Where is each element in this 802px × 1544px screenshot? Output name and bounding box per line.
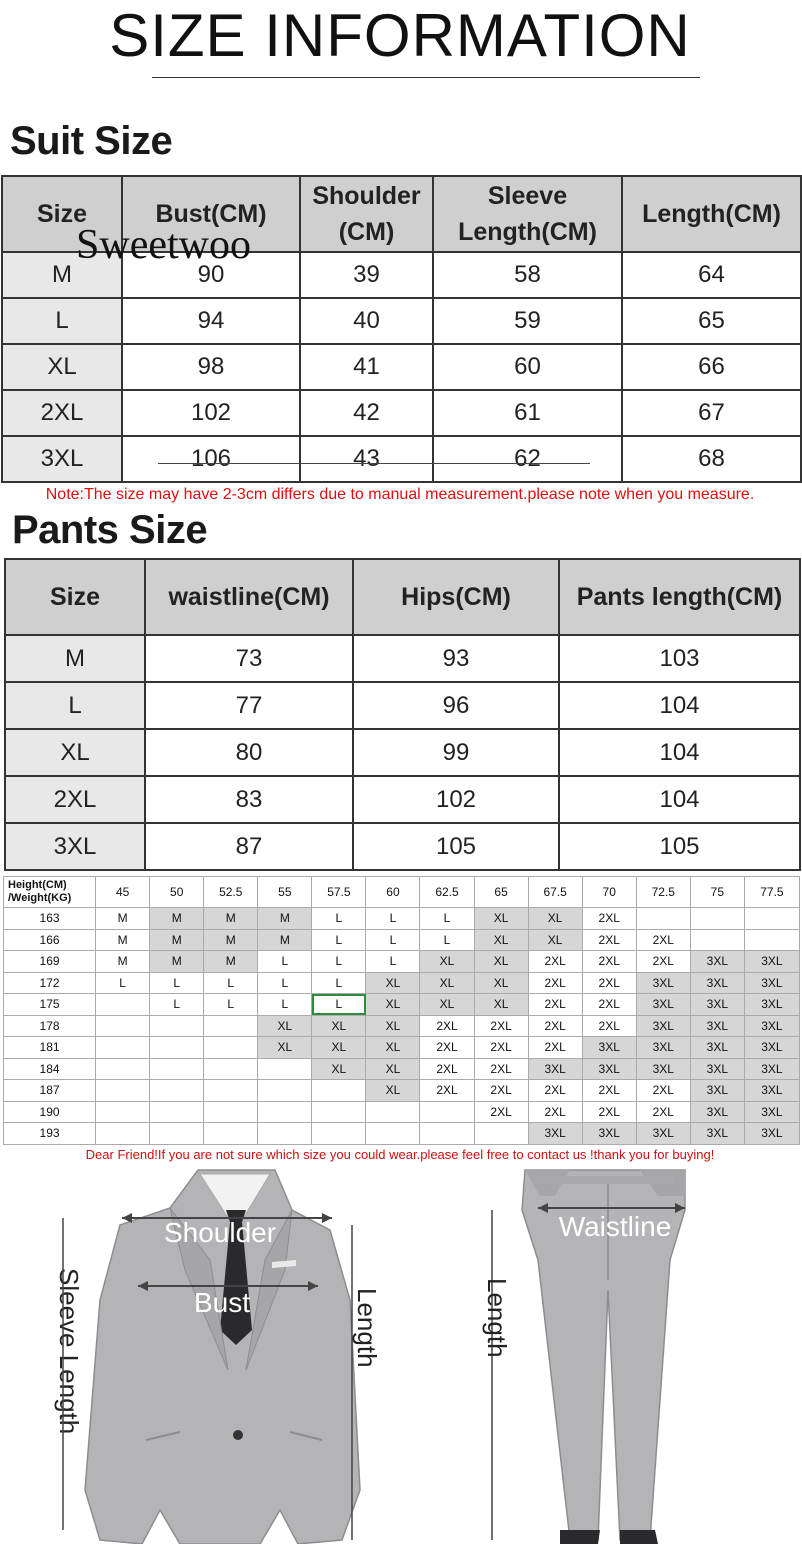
size-cell: XL: [366, 1058, 420, 1080]
size-cell: XL: [420, 951, 474, 973]
size-cell: M: [96, 951, 150, 973]
corner-height-label: Height(CM): [8, 879, 67, 891]
size-cell: 2XL: [636, 1080, 690, 1102]
measure-cell: 64: [622, 252, 801, 298]
size-cell: 3XL: [582, 1123, 636, 1145]
size-cell: [204, 1037, 258, 1059]
measure-cell: 104: [559, 682, 800, 729]
size-cell: L: [204, 994, 258, 1016]
header-cell: Hips(CM): [353, 559, 559, 635]
measure-cell: 67: [622, 390, 801, 436]
size-cell: XL: [528, 908, 582, 930]
size-cell: 2XL: [582, 1101, 636, 1123]
size-cell: [366, 1101, 420, 1123]
size-cell: 3XL: [636, 1058, 690, 1080]
header-cell: Sleeve Length(CM): [433, 176, 622, 252]
measure-cell: 102: [122, 390, 300, 436]
suit-size-heading: Suit Size: [10, 119, 173, 163]
size-cell: 3XL: [744, 1037, 799, 1059]
size-cell: 2XL: [474, 1037, 528, 1059]
size-cell: 2XL: [582, 972, 636, 994]
size-cell: 2XL: [420, 1058, 474, 1080]
measure-cell: 62: [433, 436, 622, 482]
height-cell: 181: [4, 1037, 96, 1059]
size-cell: [258, 1080, 312, 1102]
size-cell: M: [2, 252, 122, 298]
pants-size-heading: Pants Size: [12, 508, 208, 552]
weight-header-row: [4, 877, 800, 908]
measure-cell: 68: [622, 436, 801, 482]
measure-cell: 98: [122, 344, 300, 390]
size-cell: M: [204, 951, 258, 973]
size-cell: XL: [420, 994, 474, 1016]
table-row: [4, 972, 800, 994]
size-cell: 2XL: [528, 972, 582, 994]
size-cell: [150, 1101, 204, 1123]
size-cell: [312, 1080, 366, 1102]
size-cell: L: [366, 929, 420, 951]
measure-cell: 43: [300, 436, 433, 482]
size-cell: [150, 1058, 204, 1080]
measure-cell: 93: [353, 635, 559, 682]
size-cell: [150, 1015, 204, 1037]
size-cell: 3XL: [582, 1058, 636, 1080]
size-cell: [96, 1037, 150, 1059]
measure-cell: 105: [559, 823, 800, 870]
size-cell: 3XL: [528, 1058, 582, 1080]
measure-cell: 73: [145, 635, 353, 682]
size-cell: L: [96, 972, 150, 994]
table-row: [5, 635, 800, 682]
measure-cell: 90: [122, 252, 300, 298]
size-cell: L: [312, 972, 366, 994]
size-cell: M: [5, 635, 145, 682]
size-cell: [204, 1058, 258, 1080]
weight-header-cell: 75: [690, 877, 744, 908]
size-cell: [744, 929, 799, 951]
table-row: [2, 344, 801, 390]
strike-line: [158, 463, 590, 464]
size-cell: [744, 908, 799, 930]
size-cell: [96, 1123, 150, 1145]
size-cell: M: [258, 929, 312, 951]
measure-cell: 83: [145, 776, 353, 823]
size-cell: 3XL: [744, 1101, 799, 1123]
size-cell: 2XL: [582, 994, 636, 1016]
size-cell: XL: [312, 1058, 366, 1080]
size-cell: [366, 1123, 420, 1145]
size-cell: 3XL: [690, 951, 744, 973]
size-cell: 2XL: [582, 929, 636, 951]
size-cell: [96, 994, 150, 1016]
pants-size-table: [4, 558, 801, 871]
measure-cell: 39: [300, 252, 433, 298]
table-header-row: [5, 559, 800, 635]
weight-header-cell: 65: [474, 877, 528, 908]
weight-header-cell: 67.5: [528, 877, 582, 908]
size-cell: XL: [366, 1080, 420, 1102]
size-cell: [204, 1015, 258, 1037]
size-cell: 3XL: [690, 1101, 744, 1123]
table-row: [2, 298, 801, 344]
table-row: [4, 1015, 800, 1037]
size-cell: XL: [366, 1037, 420, 1059]
size-cell: [150, 1037, 204, 1059]
measure-cell: 102: [353, 776, 559, 823]
size-cell: 2XL: [474, 1101, 528, 1123]
size-cell: XL: [474, 951, 528, 973]
size-cell: [96, 1058, 150, 1080]
size-cell: M: [96, 908, 150, 930]
header-cell: Shoulder (CM): [300, 176, 433, 252]
table-row: [2, 390, 801, 436]
size-cell: 3XL: [690, 972, 744, 994]
shoulder-label: Shoulder: [163, 1217, 277, 1248]
size-cell: XL: [312, 1015, 366, 1037]
size-cell: 2XL: [636, 1101, 690, 1123]
weight-header-cell: 45: [96, 877, 150, 908]
size-cell: [204, 1101, 258, 1123]
size-cell: [420, 1123, 474, 1145]
size-cell: 2XL: [582, 1080, 636, 1102]
size-cell: L: [312, 994, 366, 1016]
table-row: [5, 729, 800, 776]
pants-length-label: Length: [482, 1278, 512, 1358]
weight-header-cell: 70: [582, 877, 636, 908]
size-cell: L: [420, 908, 474, 930]
size-cell: 2XL: [582, 1015, 636, 1037]
size-cell: 3XL: [636, 1015, 690, 1037]
size-cell: XL: [312, 1037, 366, 1059]
size-cell: 3XL: [744, 1123, 799, 1145]
size-cell: [258, 1058, 312, 1080]
height-cell: 166: [4, 929, 96, 951]
table-row: [5, 682, 800, 729]
size-cell: [96, 1080, 150, 1102]
page-title: SIZE INFORMATION: [109, 2, 691, 69]
measure-cell: 58: [433, 252, 622, 298]
size-cell: 3XL: [744, 951, 799, 973]
measure-cell: 96: [353, 682, 559, 729]
size-cell: 3XL: [690, 1058, 744, 1080]
bust-label: Bust: [193, 1287, 251, 1318]
table-row: [4, 1037, 800, 1059]
size-cell: L: [312, 951, 366, 973]
table-row: [4, 1058, 800, 1080]
size-cell: 3XL: [5, 823, 145, 870]
height-cell: 175: [4, 994, 96, 1016]
size-cell: XL: [474, 908, 528, 930]
table-row: [4, 1080, 800, 1102]
size-cell: M: [258, 908, 312, 930]
size-cell: [312, 1101, 366, 1123]
size-cell: [312, 1123, 366, 1145]
table-row: [4, 908, 800, 930]
size-cell: 2XL: [582, 951, 636, 973]
size-cell: L: [5, 682, 145, 729]
contact-note: Dear Friend!If you are not sure which size you could wear.please feel free to contact us !thank you for buying!: [85, 1147, 715, 1162]
height-cell: 169: [4, 951, 96, 973]
size-cell: 3XL: [636, 1037, 690, 1059]
height-cell: 184: [4, 1058, 96, 1080]
size-cell: [258, 1123, 312, 1145]
size-cell: 3XL: [690, 1080, 744, 1102]
measure-cell: 106: [122, 436, 300, 482]
size-cell: 2XL: [528, 1037, 582, 1059]
corner-label: [4, 877, 96, 908]
size-cell: L: [150, 994, 204, 1016]
size-cell: [636, 908, 690, 930]
size-cell: XL: [258, 1015, 312, 1037]
measure-cell: 42: [300, 390, 433, 436]
size-cell: XL: [2, 344, 122, 390]
measure-cell: 99: [353, 729, 559, 776]
size-cell: L: [204, 972, 258, 994]
size-cell: 2XL: [528, 1080, 582, 1102]
table-row: [4, 1123, 800, 1145]
size-cell: XL: [420, 972, 474, 994]
size-cell: L: [258, 951, 312, 973]
size-cell: [474, 1123, 528, 1145]
size-cell: 2XL: [528, 1015, 582, 1037]
size-cell: 2XL: [420, 1080, 474, 1102]
size-cell: XL: [258, 1037, 312, 1059]
size-cell: L: [258, 994, 312, 1016]
table-row: [4, 951, 800, 973]
size-cell: 3XL: [744, 1080, 799, 1102]
size-cell: 2XL: [528, 994, 582, 1016]
size-cell: [258, 1101, 312, 1123]
size-cell: 3XL: [528, 1123, 582, 1145]
size-cell: 2XL: [474, 1058, 528, 1080]
measure-cell: 59: [433, 298, 622, 344]
size-cell: [204, 1123, 258, 1145]
size-cell: [420, 1101, 474, 1123]
size-cell: 3XL: [744, 1058, 799, 1080]
height-cell: 163: [4, 908, 96, 930]
size-cell: L: [2, 298, 122, 344]
size-cell: 3XL: [690, 1123, 744, 1145]
size-cell: 3XL: [744, 994, 799, 1016]
measure-cell: 94: [122, 298, 300, 344]
measure-cell: 65: [622, 298, 801, 344]
size-cell: 3XL: [690, 994, 744, 1016]
size-cell: XL: [474, 929, 528, 951]
table-row: [4, 929, 800, 951]
size-cell: [150, 1123, 204, 1145]
measure-cell: 66: [622, 344, 801, 390]
size-cell: L: [258, 972, 312, 994]
size-cell: XL: [366, 994, 420, 1016]
header-cell: waistline(CM): [145, 559, 353, 635]
size-cell: [150, 1080, 204, 1102]
sleeve-length-label: Sleeve Length: [54, 1268, 84, 1435]
size-cell: XL: [474, 994, 528, 1016]
size-cell: 3XL: [690, 1015, 744, 1037]
size-cell: 2XL: [474, 1080, 528, 1102]
size-cell: M: [150, 929, 204, 951]
size-cell: M: [96, 929, 150, 951]
size-cell: L: [420, 929, 474, 951]
height-cell: 193: [4, 1123, 96, 1145]
size-cell: 3XL: [2, 436, 122, 482]
size-cell: 3XL: [690, 1037, 744, 1059]
title-underline: [152, 77, 700, 78]
measure-cell: 103: [559, 635, 800, 682]
pants-diagram: [480, 1170, 800, 1544]
size-cell: XL: [474, 972, 528, 994]
corner-weight-label: /Weight(KG): [8, 892, 72, 904]
weight-header-cell: 62.5: [420, 877, 474, 908]
size-cell: 2XL: [636, 951, 690, 973]
jacket-diagram: [54, 1170, 440, 1544]
size-cell: 3XL: [582, 1037, 636, 1059]
weight-header-cell: 52.5: [204, 877, 258, 908]
header-cell: Bust(CM): [122, 176, 300, 252]
weight-header-cell: 77.5: [744, 877, 799, 908]
size-cell: M: [150, 951, 204, 973]
measure-cell: 104: [559, 729, 800, 776]
weight-header-cell: 60: [366, 877, 420, 908]
size-cell: [690, 929, 744, 951]
size-cell: 3XL: [636, 972, 690, 994]
table-row: [4, 994, 800, 1016]
size-cell: XL: [366, 972, 420, 994]
size-cell: 3XL: [636, 1123, 690, 1145]
header-cell: Size: [2, 176, 122, 252]
size-cell: 3XL: [744, 1015, 799, 1037]
size-cell: 3XL: [744, 972, 799, 994]
header-cell: Size: [5, 559, 145, 635]
measure-cell: 40: [300, 298, 433, 344]
size-cell: 2XL: [420, 1037, 474, 1059]
size-cell: 2XL: [528, 951, 582, 973]
header-cell: Pants length(CM): [559, 559, 800, 635]
size-cell: M: [204, 908, 258, 930]
measure-cell: 80: [145, 729, 353, 776]
height-weight-chart: [3, 876, 800, 1145]
measure-cell: 41: [300, 344, 433, 390]
table-row: [4, 1101, 800, 1123]
size-cell: 2XL: [528, 1101, 582, 1123]
measure-cell: 87: [145, 823, 353, 870]
table-row: [2, 436, 801, 482]
size-cell: 2XL: [474, 1015, 528, 1037]
header-cell: Length(CM): [622, 176, 801, 252]
weight-header-cell: 57.5: [312, 877, 366, 908]
weight-header-cell: 72.5: [636, 877, 690, 908]
size-cell: [204, 1080, 258, 1102]
size-cell: 2XL: [420, 1015, 474, 1037]
size-cell: 3XL: [636, 994, 690, 1016]
size-cell: [96, 1015, 150, 1037]
size-cell: M: [150, 908, 204, 930]
jacket-length-label: Length: [352, 1288, 382, 1368]
table-row: [5, 776, 800, 823]
size-cell: 2XL: [636, 929, 690, 951]
waistline-label: Waistline: [558, 1211, 672, 1242]
size-cell: L: [312, 908, 366, 930]
measurement-note: Note:The size may have 2-3cm differs due to manual measurement.please note when you measure.: [45, 486, 755, 503]
size-cell: 2XL: [582, 908, 636, 930]
height-cell: 190: [4, 1101, 96, 1123]
size-cell: M: [204, 929, 258, 951]
measure-cell: 104: [559, 776, 800, 823]
watermark-text: Sweetwoo: [76, 222, 251, 268]
size-cell: [96, 1101, 150, 1123]
measure-cell: 61: [433, 390, 622, 436]
size-cell: L: [150, 972, 204, 994]
size-cell: L: [312, 929, 366, 951]
size-cell: XL: [366, 1015, 420, 1037]
height-cell: 178: [4, 1015, 96, 1037]
measure-cell: 105: [353, 823, 559, 870]
size-cell: [690, 908, 744, 930]
size-cell: XL: [5, 729, 145, 776]
size-cell: L: [366, 908, 420, 930]
table-row: [5, 823, 800, 870]
size-cell: XL: [528, 929, 582, 951]
weight-header-cell: 55: [258, 877, 312, 908]
height-cell: 187: [4, 1080, 96, 1102]
size-cell: 2XL: [5, 776, 145, 823]
measure-cell: 77: [145, 682, 353, 729]
measure-cell: 60: [433, 344, 622, 390]
size-cell: L: [366, 951, 420, 973]
height-cell: 172: [4, 972, 96, 994]
weight-header-cell: 50: [150, 877, 204, 908]
size-cell: 2XL: [2, 390, 122, 436]
